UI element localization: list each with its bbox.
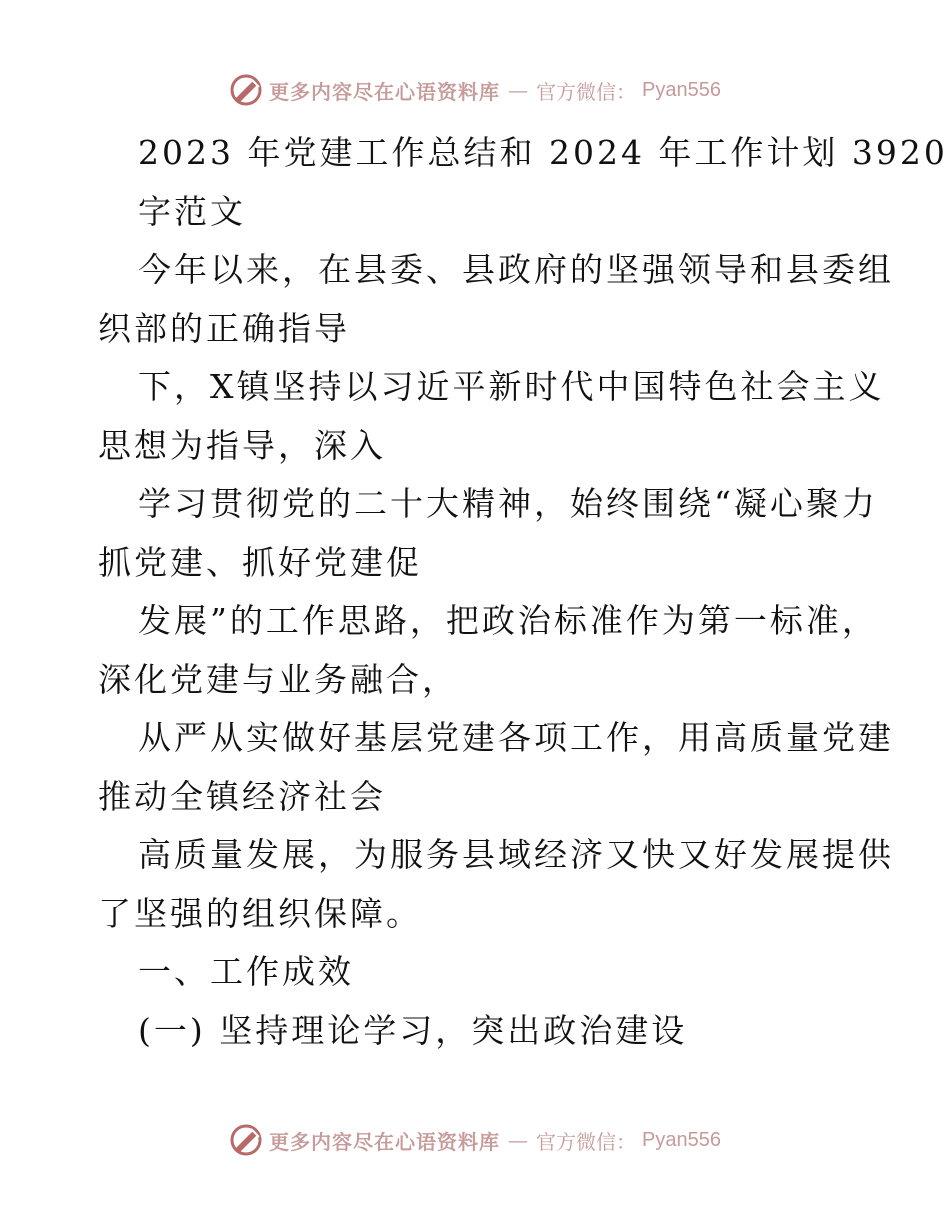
watermark-contact-label: 官方微信： bbox=[536, 79, 637, 104]
watermark-header bbox=[0, 70, 950, 110]
watermark-contact-label: 官方微信： bbox=[536, 1129, 637, 1154]
watermark-dash: — bbox=[508, 1128, 529, 1152]
watermark-footer bbox=[0, 1120, 950, 1160]
paragraph-line: 织部的正确指导 bbox=[98, 308, 350, 348]
paragraph-line: 了坚强的组织保障。 bbox=[98, 893, 422, 933]
subsection-heading: (一) 坚持理论学习，突出政治建设 bbox=[138, 1010, 688, 1050]
document-body bbox=[98, 124, 948, 1060]
paragraph-line: 深化党建与业务融合， bbox=[98, 659, 458, 699]
watermark-contact-id: Pyan556 bbox=[642, 78, 721, 101]
paragraph-line: 从严从实做好基层党建各项工作，用高质量党建 bbox=[138, 718, 894, 757]
paragraph-line: 推动全镇经济社会 bbox=[98, 776, 386, 816]
paragraph-line: 今年以来，在县委、县政府的坚强领导和县委组 bbox=[138, 250, 894, 289]
watermark-brand: 更多内容尽在心语资料库 bbox=[269, 79, 501, 104]
document-title-line-2: 字范文 bbox=[138, 191, 246, 231]
document-title-line-1: 2023 年党建工作总结和 2024 年工作计划 3920 bbox=[138, 133, 948, 172]
paragraph-line: 思想为指导，深入 bbox=[98, 425, 386, 465]
pen-seal-icon bbox=[229, 1123, 263, 1157]
watermark-dash: — bbox=[508, 78, 529, 102]
watermark-contact-id: Pyan556 bbox=[642, 1128, 721, 1151]
paragraph-line: 发展”的工作思路，把政治标准作为第一标准， bbox=[138, 601, 878, 640]
paragraph-line: 学习贯彻党的二十大精神，始终围绕“凝心聚力 bbox=[138, 484, 878, 523]
pen-seal-icon bbox=[229, 73, 263, 107]
paragraph-line: 下，X镇坚持以习近平新时代中国特色社会主义 bbox=[138, 367, 885, 406]
watermark-brand: 更多内容尽在心语资料库 bbox=[269, 1129, 501, 1154]
section-heading: 一、工作成效 bbox=[138, 952, 354, 991]
paragraph-line: 抓党建、抓好党建促 bbox=[98, 542, 422, 582]
paragraph-line: 高质量发展，为服务县域经济又快又好发展提供 bbox=[138, 835, 894, 874]
